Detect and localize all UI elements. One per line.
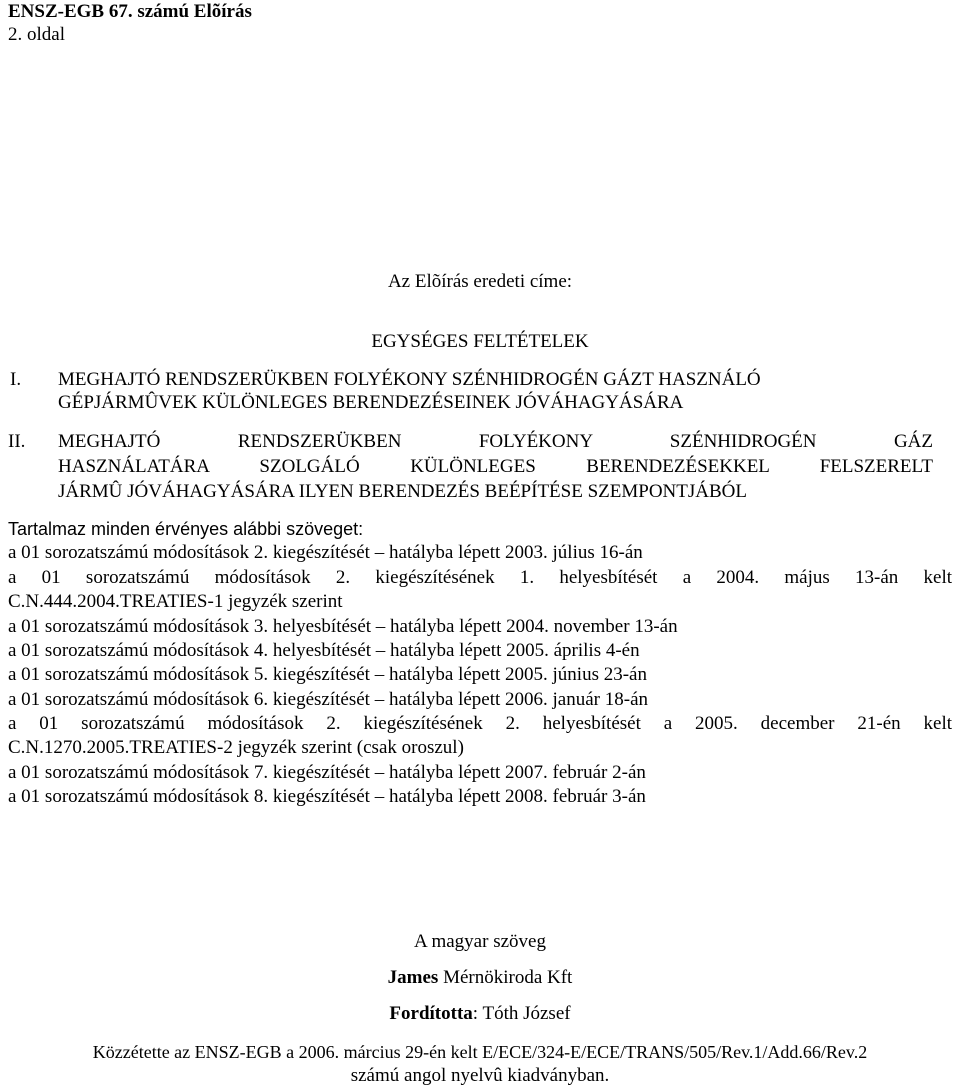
main-title: EGYSÉGES FELTÉTELEK xyxy=(371,331,589,352)
section-2-line-1: MEGHAJTÓ RENDSZERÜKBEN FOLYÉKONY SZÉNHIDROGÉN GÁZ xyxy=(58,431,933,452)
document-header-title: ENSZ-EGB 67. számú Elõírás xyxy=(8,1,252,22)
section-1-line-2: GÉPJÁRMÛVEK KÜLÖNLEGES BERENDEZÉSEINEK JÓVÁHAGYÁSÁRA xyxy=(58,392,684,413)
amendment-line: a 01 sorozatszámú módosítások 2. kiegészítését – hatályba lépett 2003. július 16-án xyxy=(8,542,643,563)
publication-line-2: számú angol nyelvû kiadványban. xyxy=(350,1065,610,1086)
translator-name: : Tóth József xyxy=(472,1003,571,1024)
amendment-line: a 01 sorozatszámú módosítások 8. kiegészítését – hatályba lépett 2008. február 3-án xyxy=(8,786,646,807)
amendment-line: a 01 sorozatszámú módosítások 4. helyesbítését – hatályba lépett 2005. április 4-én xyxy=(8,640,640,661)
contents-intro: Tartalmaz minden érvényes alábbi szöveget: xyxy=(8,519,364,539)
translator-line xyxy=(0,1003,960,1025)
section-2-number: II. xyxy=(8,431,26,452)
office-name-bold: James xyxy=(387,967,439,988)
amendment-line: a 01 sorozatszámú módosítások 5. kiegészítését – hatályba lépett 2005. június 23-án xyxy=(8,664,647,685)
section-1-line-1: MEGHAJTÓ RENDSZERÜKBEN FOLYÉKONY SZÉNHIDROGÉN GÁZT HASZNÁLÓ xyxy=(58,369,761,390)
amendment-line: a 01 sorozatszámú módosítások 3. helyesbítését – hatályba lépett 2004. november 13-án xyxy=(8,616,678,637)
original-title-label: Az Elõírás eredeti címe: xyxy=(387,271,573,292)
amendment-line: a 01 sorozatszámú módosítások 2. kiegészítésének 2. helyesbítését a 2005. december 21-én kelt xyxy=(8,713,952,734)
page-number: 2. oldal xyxy=(8,24,65,45)
office-name-rest: Mérnökiroda Kft xyxy=(438,967,573,988)
section-2-line-3: JÁRMÛ JÓVÁHAGYÁSÁRA ILYEN BERENDEZÉS BEÉPÍTÉSE SZEMPONTJÁBÓL xyxy=(58,481,747,502)
translation-office xyxy=(0,967,960,989)
section-2-line-2: HASZNÁLATÁRA SZOLGÁLÓ KÜLÖNLEGES BERENDEZÉSEKKEL FELSZERELT xyxy=(58,456,933,477)
amendment-line: a 01 sorozatszámú módosítások 6. kiegészítését – hatályba lépett 2006. január 18-án xyxy=(8,689,649,710)
translated-by-label: Fordította xyxy=(389,1003,473,1024)
section-1-number: I. xyxy=(10,369,22,390)
hungarian-text-label: A magyar szöveg xyxy=(414,931,546,952)
publication-line-1: Közzétette az ENSZ-EGB a 2006. március 29-én kelt E/ECE/324-E/ECE/TRANS/505/Rev.1/Add.66/Rev.2 xyxy=(92,1042,868,1062)
amendment-line: C.N.444.2004.TREATIES-1 jegyzék szerint xyxy=(8,591,343,612)
amendment-line: a 01 sorozatszámú módosítások 7. kiegészítését – hatályba lépett 2007. február 2-án xyxy=(8,762,646,783)
amendment-line: C.N.1270.2005.TREATIES-2 jegyzék szerint (csak oroszul) xyxy=(8,737,464,758)
amendment-line: a 01 sorozatszámú módosítások 2. kiegészítésének 1. helyesbítését a 2004. május 13-án kelt xyxy=(8,567,952,588)
